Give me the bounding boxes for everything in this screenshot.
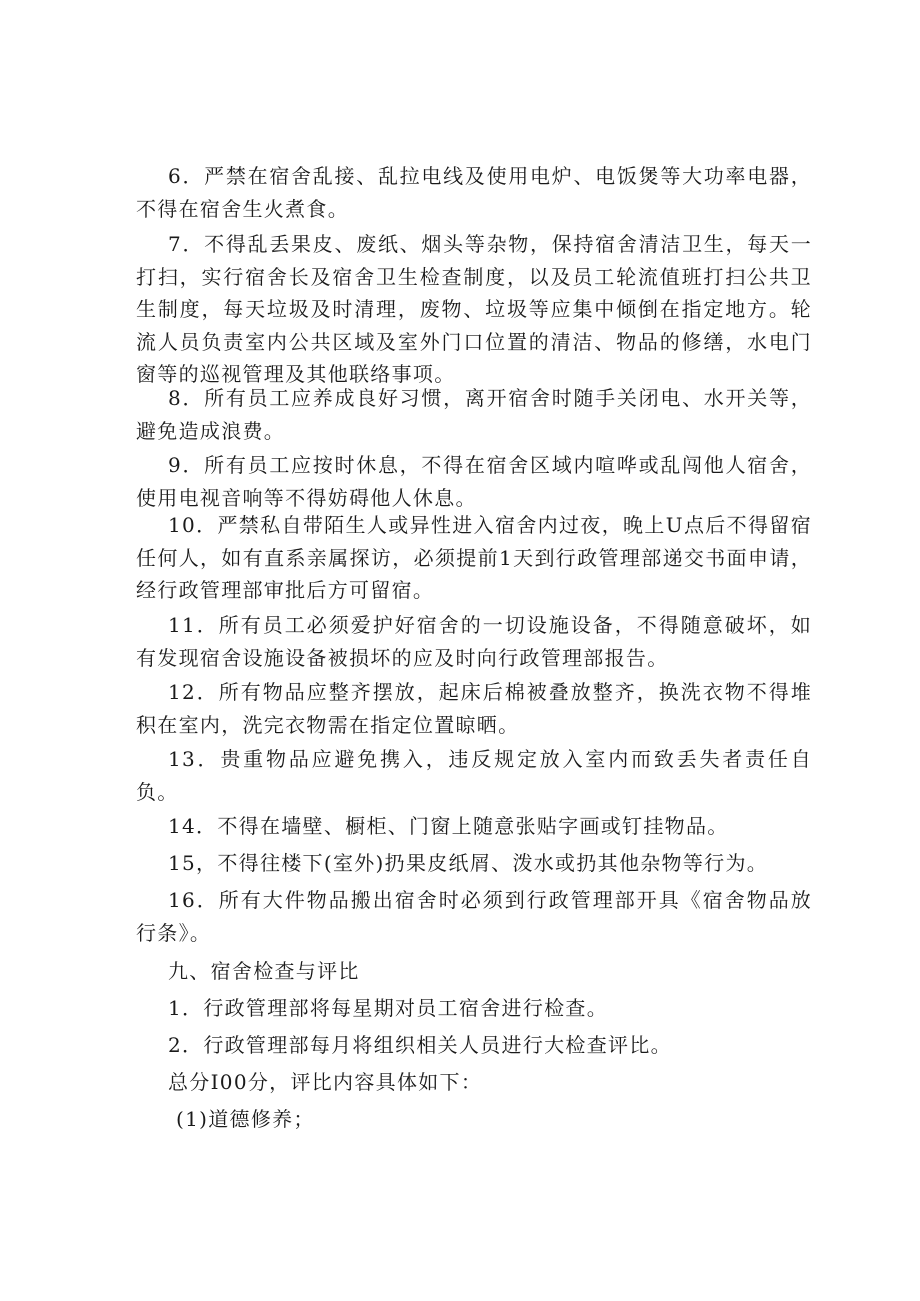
rule-item-12-text: 12．所有物品应整齐摆放，起床后棉被叠放整齐，换洗衣物不得堆积在室内，洗完衣物需在指定位置晾晒。 xyxy=(136,680,812,737)
section-item-1: 1．行政管理部将每星期对员工宿舍进行检查。 xyxy=(168,996,609,1020)
rule-item-7 xyxy=(136,228,812,391)
rule-item-14-text: 14．不得在墙壁、橱柜、门窗上随意张贴字画或钉挂物品。 xyxy=(168,814,729,838)
rule-item-7-text: 7．不得乱丢果皮、废纸、烟头等杂物，保持宿舍清洁卫生，每天一打扫，实行宿舍长及宿舍卫生检查制度，以及员工轮流值班打扫公共卫生制度，每天垃圾及时清理，废物、垃圾等应集中倾倒在指定地方。轮流人员负责室内公共区域及室外门口位置的清洁、物品的修缮，水电门窗等的巡视管理及其他联络事项。 xyxy=(136,232,812,386)
rule-item-11 xyxy=(136,609,812,674)
rule-item-15-text: 15，不得往楼下(室外)扔果皮纸屑、泼水或扔其他杂物等行为。 xyxy=(168,851,769,875)
rule-item-12 xyxy=(136,676,812,741)
rule-item-10 xyxy=(136,509,812,607)
rule-item-6-text: 6．严禁在宿舍乱接、乱拉电线及使用电炉、电饭煲等大功率电器，不得在宿舍生火煮食。 xyxy=(136,164,812,221)
rule-item-16-text: 16．所有大件物品搬出宿舍时必须到行政管理部开具《宿舍物品放行条》。 xyxy=(136,888,812,945)
rule-item-14 xyxy=(136,810,812,843)
rule-item-8 xyxy=(136,382,812,447)
rule-item-13-text: 13．贵重物品应避免携入，违反规定放入室内而致丢失者责任自负。 xyxy=(136,747,812,804)
rule-item-13 xyxy=(136,743,812,808)
rule-item-10-text: 10．严禁私自带陌生人或异性进入宿舍内过夜，晚上U点后不得留宿任何人，如有直系亲属探访，必须提前1天到行政管理部递交书面申请，经行政管理部审批后方可留宿。 xyxy=(136,513,812,602)
rule-item-11-text: 11．所有员工必须爱护好宿舍的一切设施设备，不得随意破坏，如有发现宿舍设施设备被损坏的应及时向行政管理部报告。 xyxy=(136,613,812,670)
rule-item-9 xyxy=(136,449,812,514)
rule-item-8-text: 8．所有员工应养成良好习惯，离开宿舍时随手关闭电、水开关等，避免造成浪费。 xyxy=(136,386,812,443)
section-item-2: 2．行政管理部每月将组织相关人员进行大检查评比。 xyxy=(168,1033,672,1057)
rule-item-15 xyxy=(136,847,812,880)
sub-item-1: (1)道德修养； xyxy=(176,1107,315,1131)
section-heading: 九、宿舍检查与评比 xyxy=(168,959,360,983)
rule-item-16 xyxy=(136,884,812,949)
rule-item-9-text: 9．所有员工应按时休息，不得在宿舍区域内喧哗或乱闯他人宿舍，使用电视音响等不得妨碍他人休息。 xyxy=(136,453,812,510)
rule-item-6 xyxy=(136,160,812,225)
score-line: 总分I00分，评比内容具体如下： xyxy=(168,1070,483,1094)
